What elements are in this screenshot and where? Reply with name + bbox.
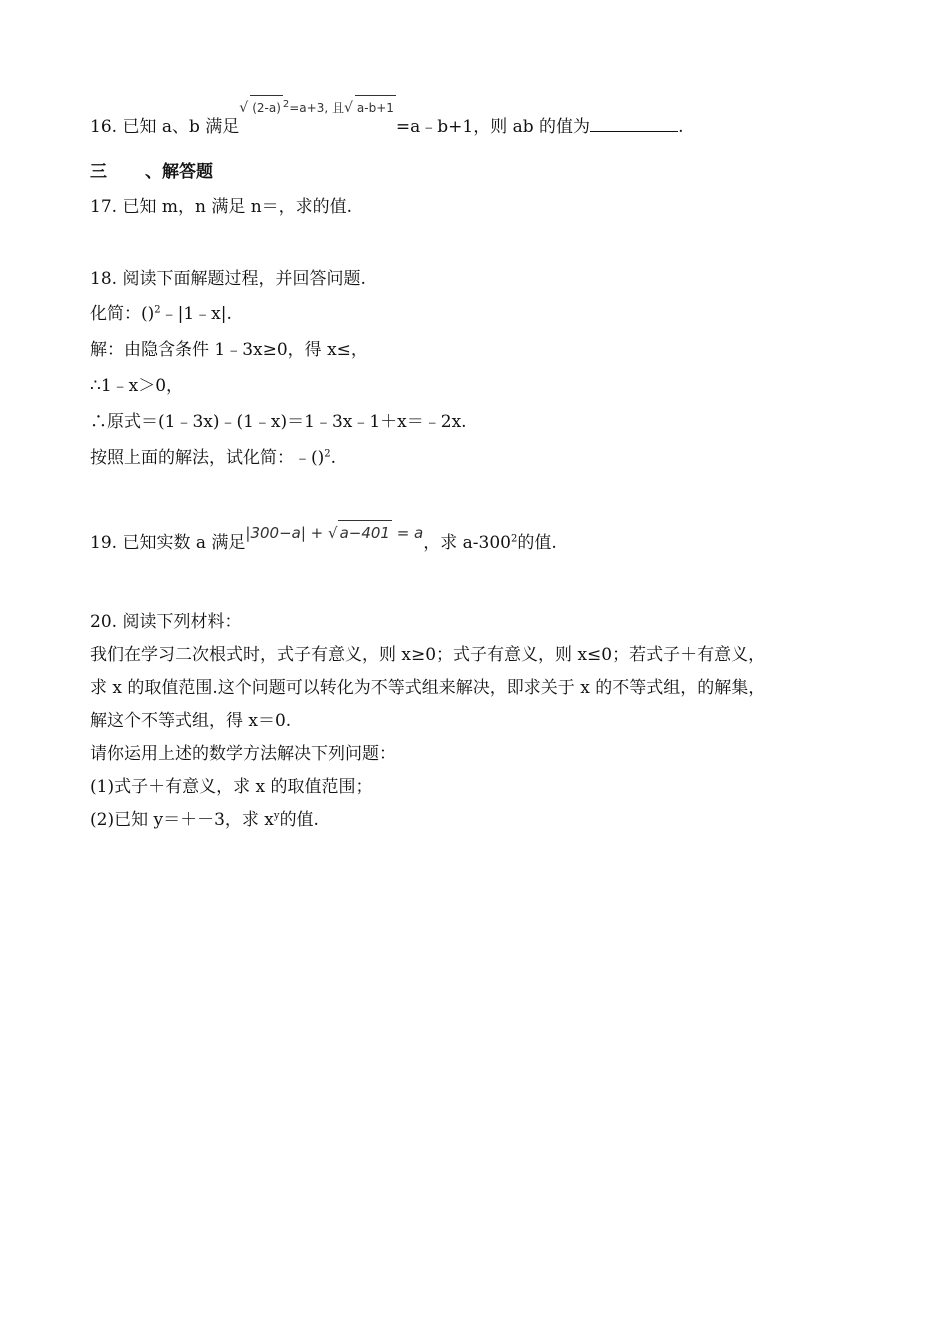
q18-simplify-rest: ﹣|1﹣x|.: [160, 304, 232, 324]
question-20-para-2: 求 x 的取值范围.这个问题可以转化为不等式组来解决，即求关于 x 的不等式组，的解集，: [90, 678, 766, 698]
q16-formula-image: [239, 95, 396, 120]
q18-task-text: 按照上面的解法，试化简：﹣(): [90, 448, 325, 468]
sqrt-icon: √: [328, 524, 338, 542]
answer-blank[interactable]: [590, 113, 678, 132]
question-20-part-1: (1)式子＋有意义，求 x 的取值范围；: [90, 777, 373, 797]
q16-suffix: =a﹣b+1，则 ab 的值为: [395, 117, 591, 137]
question-16: [90, 99, 684, 140]
q16-radicand-2: a-b+1: [355, 95, 396, 120]
q19-formula-image: [245, 520, 423, 545]
question-20-part-2: [90, 808, 319, 832]
question-19: [90, 524, 557, 555]
section-heading: [90, 160, 213, 184]
q18-simplify-text: 化简：(): [90, 304, 155, 324]
q19-mid: ，求 a-300: [423, 533, 511, 553]
q20-part2-text: (2)已知 y＝＋－3，求 x: [90, 810, 274, 830]
question-18-task: [90, 446, 336, 470]
sqrt-icon: √: [343, 100, 353, 116]
section-title: 、解答题: [145, 162, 213, 182]
q18-task-exponent: 2: [324, 448, 331, 460]
q19-plus: +: [305, 524, 328, 542]
q16-prefix: 16. 已知 a、b 满足: [90, 117, 240, 137]
question-18-solution-3: ∴原式＝(1﹣3x)﹣(1﹣x)＝1﹣3x﹣1＋x＝﹣2x.: [90, 412, 467, 432]
q16-end: .: [678, 117, 684, 137]
q19-radicand: a−401: [338, 520, 392, 545]
question-18-solution-1: 解：由隐含条件 1﹣3x≥0，得 x≤，: [90, 340, 368, 360]
q18-simplify-exponent: 2: [154, 304, 161, 316]
section-number: 三: [90, 162, 107, 182]
question-17: 17. 已知 m，n 满足 n＝，求的值.: [90, 197, 353, 217]
q19-suffix: 的值.: [517, 533, 557, 553]
q20-part2-exponent: y: [273, 810, 280, 822]
q16-formula-mid: =a+3, 且: [289, 101, 344, 115]
q19-equals: = a: [391, 524, 424, 542]
q18-task-end: .: [330, 448, 337, 468]
question-20-para-1: 我们在学习二次根式时，式子有意义，则 x≥0；式子有意义，则 x≤0；若式子＋有意义，: [90, 645, 766, 665]
q16-radicand-1: (2-a): [250, 95, 283, 120]
question-18-intro: 18. 阅读下面解题过程，并回答问题.: [90, 269, 366, 289]
question-18-solution-2: ∴1﹣x＞0，: [90, 376, 184, 396]
q16-exponent: 2: [282, 99, 290, 110]
question-20-title: 20. 阅读下列材料：: [90, 612, 242, 632]
q19-abs: |300−a|: [245, 524, 306, 542]
sqrt-icon: √: [239, 100, 249, 116]
question-18-simplify: [90, 302, 232, 326]
q20-part2-end: 的值.: [279, 810, 319, 830]
question-20-para-4: 请你运用上述的数学方法解决下列问题：: [90, 744, 396, 764]
q19-exponent: 2: [510, 533, 518, 545]
q19-prefix: 19. 已知实数 a 满足: [90, 533, 246, 553]
question-20-para-3: 解这个不等式组，得 x＝0.: [90, 711, 292, 731]
